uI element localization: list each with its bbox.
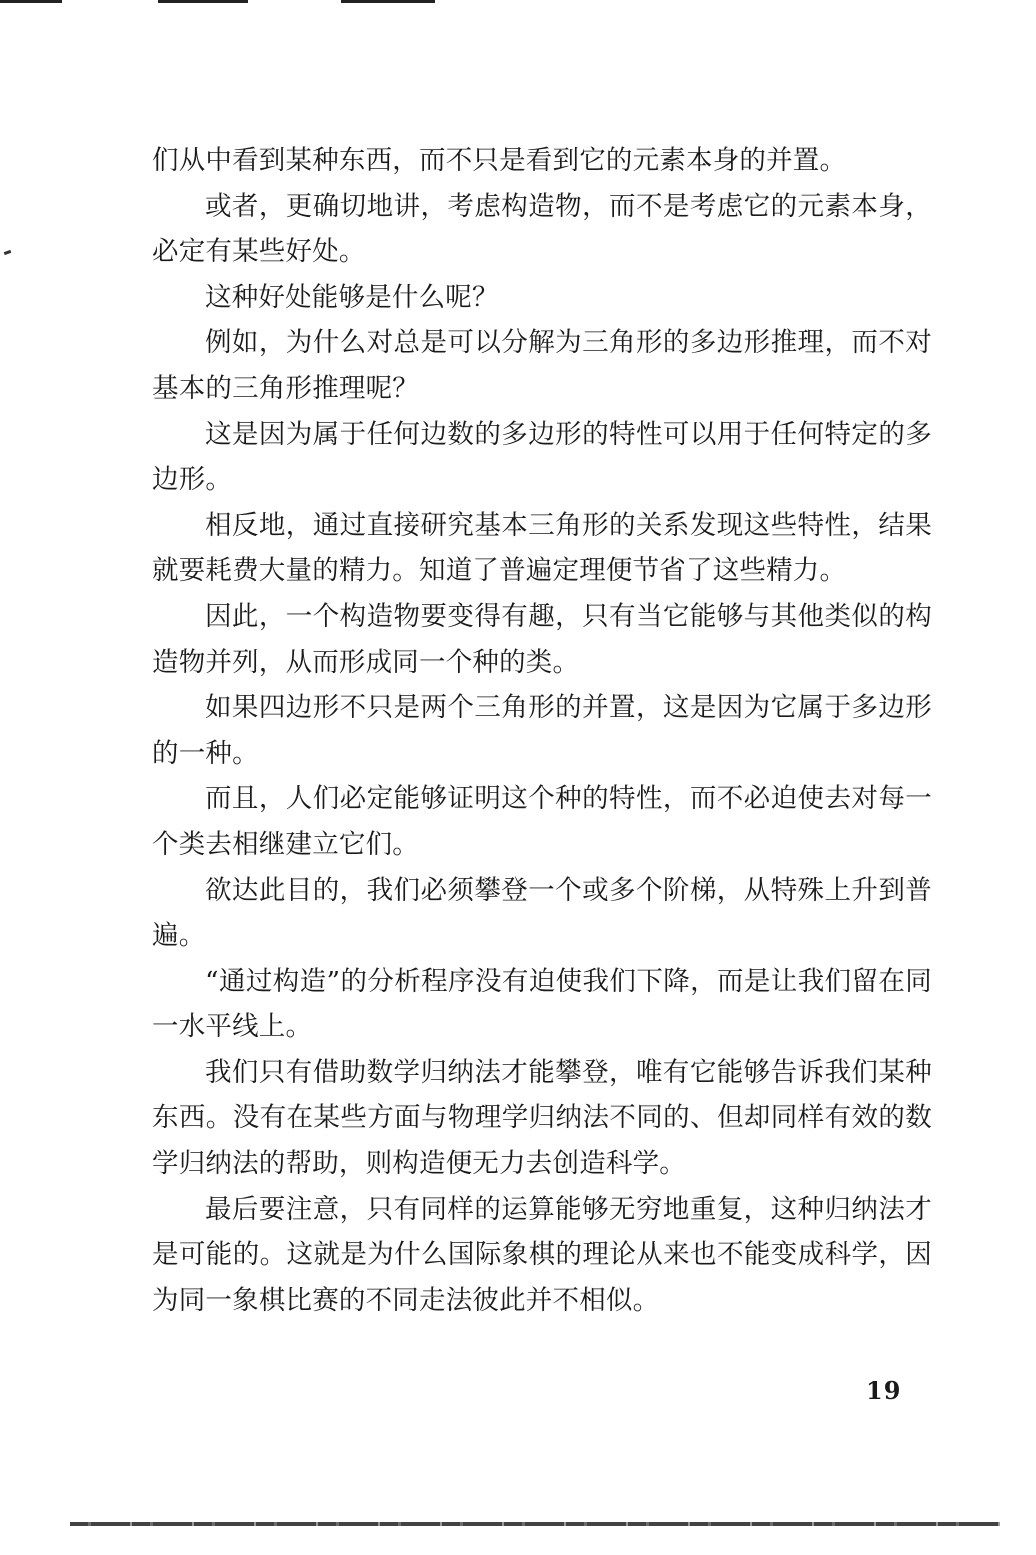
paragraph: 因此，一个构造物要变得有趣，只有当它能够与其他类似的构造物并列，从而形成同一个种的类。 <box>152 600 932 678</box>
scan-mark-left <box>0 0 62 3</box>
paragraph: “通过构造”的分析程序没有迫使我们下降，而是让我们留在同一水平线上。 <box>152 965 932 1043</box>
scan-mark-right <box>341 0 435 3</box>
paragraph: 最后要注意，只有同样的运算能够无穷地重复，这种归纳法才是可能的。这就是为什么国际象棋的理论从来也不能变成科学，因为同一象棋比赛的不同走法彼此并不相似。 <box>152 1193 932 1316</box>
paragraph: 例如，为什么对总是可以分解为三角形的多边形推理，而不对基本的三角形推理呢？ <box>152 327 932 404</box>
scan-speck <box>4 250 12 255</box>
scan-mark-middle <box>158 0 248 3</box>
paragraph: 如果四边形不只是两个三角形的并置，这是因为它属于多边形的一种。 <box>152 692 932 769</box>
paragraph-continuation: 们从中看到某种东西，而不只是看到它的元素本身的并置。 <box>152 145 847 176</box>
paragraph: 我们只有借助数学归纳法才能攀登，唯有它能够告诉我们某种东西。没有在某些方面与物理学归纳法不同的、但却同样有效的数学归纳法的帮助，则构造便无力去创造科学。 <box>152 1056 932 1180</box>
page-body <box>152 138 932 1323</box>
scan-bottom-edge <box>70 1522 1000 1526</box>
paragraph: 这是因为属于任何边数的多边形的特性可以用于任何特定的多边形。 <box>152 418 932 496</box>
scan-edge-marks <box>0 0 1036 4</box>
page-number: 19 <box>866 1376 902 1405</box>
paragraph: 或者，更确切地讲，考虑构造物，而不是考虑它的元素本身，必定有某些好处。 <box>152 190 932 268</box>
paragraph: 而且，人们必定能够证明这个种的特性，而不必迫使去对每一个类去相继建立它们。 <box>152 783 932 860</box>
paragraph: 相反地，通过直接研究基本三角形的关系发现这些特性，结果就要耗费大量的精力。知道了普遍定理便节省了这些精力。 <box>152 509 932 587</box>
paragraph: 这种好处能够是什么呢？ <box>205 281 499 313</box>
paragraph: 欲达此目的，我们必须攀登一个或多个阶梯，从特殊上升到普遍。 <box>152 874 932 952</box>
